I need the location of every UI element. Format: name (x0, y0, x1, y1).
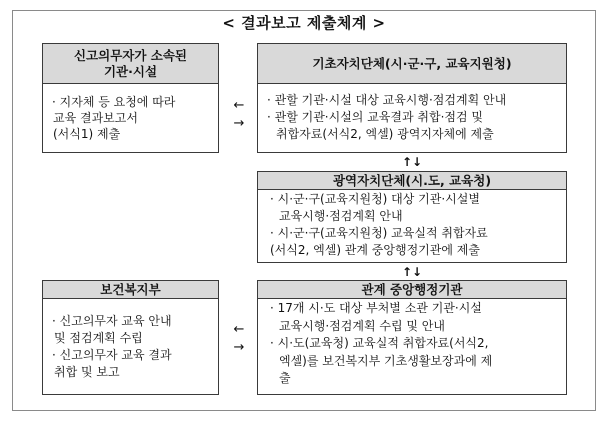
updown-arrow-icon: ↑↓ (401, 265, 423, 279)
central-agency-line-3: · 시·도(교육청) 교육실적 취합자료(서식2, (270, 336, 489, 350)
regional-gov-header-text: 광역자치단체(시.도, 교육청) (332, 172, 492, 188)
central-agency-header (258, 281, 566, 299)
regional-gov-box (257, 171, 567, 263)
basic-gov-header-text: 기초자치단체(시·군·구, 교육지원청) (312, 55, 512, 71)
regional-gov-line-3: · 시·군·구(교육지원청) 교육실적 취합자료 (270, 226, 488, 240)
ministry-line-3: · 신고의무자 교육 결과 (52, 348, 172, 362)
ministry-header (43, 281, 218, 299)
basic-gov-box (257, 43, 567, 153)
central-agency-line-1: · 17개 시·도 대상 부처별 소관 기관·시설 (270, 301, 482, 315)
facility-line-1: · 지자체 등 요청에 따라 (52, 95, 176, 109)
arrow-right-icon: → (233, 340, 245, 355)
facility-header-line-1: 신고의무자가 소속된 (73, 47, 188, 63)
regional-gov-line-4: (서식2, 엑셀) 관계 중앙행정기관에 제출 (270, 243, 480, 257)
ministry-line-2: 및 점검계획 수립 (54, 331, 143, 345)
central-agency-box (257, 280, 567, 395)
basic-gov-header (258, 44, 566, 84)
facility-line-2: 교육 결과보고서 (53, 111, 138, 125)
central-agency-line-5: 출 (279, 371, 291, 385)
ministry-body (43, 299, 218, 385)
central-agency-line-2: 교육시행·점검계획 수립 및 안내 (279, 318, 445, 333)
bottom-arrows (232, 322, 246, 355)
arrow-right-icon: → (233, 116, 245, 131)
central-agency-line-4: 엑셀)를 보건복지부 기초생활보장과에 제 (279, 353, 493, 368)
updown-arrow-icon: ↑↓ (401, 155, 423, 169)
top-arrows (232, 98, 246, 131)
ministry-header-text: 보건복지부 (100, 281, 161, 297)
central-agency-body (258, 299, 566, 392)
regional-gov-line-2: 교육시행·점검계획 안내 (279, 209, 403, 223)
ministry-line-1: · 신고의무자 교육 안내 (52, 314, 172, 328)
basic-gov-line-1: · 관할 기관·시설 대상 교육시행·점검계획 안내 (267, 93, 507, 107)
regional-gov-line-1: · 시·군·구(교육지원청) 대상 기관·시설별 (270, 192, 480, 206)
ministry-box (42, 280, 219, 395)
facility-header-line-2: 기관·시설 (103, 63, 158, 79)
basic-gov-body (258, 84, 566, 147)
basic-gov-line-2: · 관할 기관·시설의 교육결과 취합·점검 및 (267, 110, 483, 124)
facility-line-3: (서식1) 제출 (53, 127, 121, 141)
facility-body (43, 84, 218, 146)
regional-gov-body (258, 190, 566, 263)
diagram-title: < 결과보고 제출체계 > (222, 14, 386, 32)
facility-header (43, 44, 218, 84)
basic-gov-line-3: 취합자료(서식2, 엑셀) 광역지자체에 제출 (276, 127, 494, 141)
arrow-left-icon: ← (233, 322, 245, 337)
arrow-left-icon: ← (233, 98, 245, 113)
regional-gov-header (258, 172, 566, 190)
ministry-line-4: 취합 및 보고 (54, 365, 120, 379)
facility-box (42, 43, 219, 153)
central-agency-header-text: 관계 중앙행정기관 (361, 281, 463, 297)
